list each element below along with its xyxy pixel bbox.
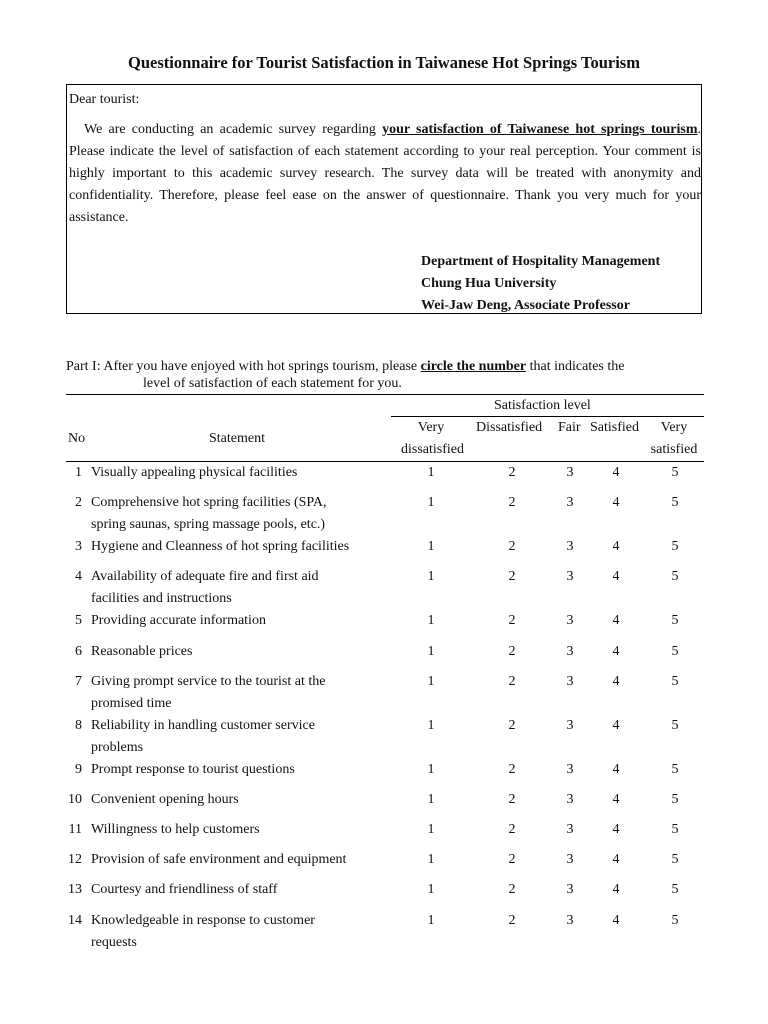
rating-option-4[interactable]: 4 bbox=[612, 882, 620, 897]
letter-body-end: . Please indicate the level of satisfaction of each statement according to your real perception. Your comment is highly important to this academic survey research. The survey data will be treated with anonymity and confidentiality. Therefore, please feel ease on the answer of questionnaire. Thank you very much for your assistance. bbox=[69, 122, 701, 225]
level-1-bottom: dissatisfied bbox=[401, 442, 464, 457]
row-statement bbox=[91, 789, 381, 811]
rating-option-1[interactable]: 1 bbox=[427, 569, 435, 584]
rating-option-2[interactable]: 2 bbox=[508, 495, 516, 510]
rating-option-1[interactable]: 1 bbox=[427, 495, 435, 510]
rating-option-2[interactable]: 2 bbox=[508, 762, 516, 777]
rating-option-3[interactable]: 3 bbox=[566, 644, 574, 659]
letter-body bbox=[69, 119, 701, 229]
rating-option-2[interactable]: 2 bbox=[508, 718, 516, 733]
rating-option-5[interactable]: 5 bbox=[671, 852, 679, 867]
statement-line: Comprehensive hot spring facilities (SPA, bbox=[91, 495, 327, 510]
signature-author: Wei-Jaw Deng, Associate Professor bbox=[421, 298, 630, 313]
letter-signature bbox=[421, 251, 660, 317]
rating-option-4[interactable]: 4 bbox=[612, 569, 620, 584]
rating-option-1[interactable]: 1 bbox=[427, 792, 435, 807]
statement-line: spring saunas, spring massage pools, etc.) bbox=[91, 517, 326, 532]
statement-line: Giving prompt service to the tourist at the bbox=[91, 674, 326, 689]
rating-option-5[interactable]: 5 bbox=[671, 882, 679, 897]
rating-option-3[interactable]: 3 bbox=[566, 539, 574, 554]
rating-option-1[interactable]: 1 bbox=[427, 613, 435, 628]
row-number: 3 bbox=[75, 539, 82, 554]
rating-option-4[interactable]: 4 bbox=[612, 762, 620, 777]
statement-line: Visually appealing physical facilities bbox=[91, 465, 298, 480]
letter-emphasis: your satisfaction of Taiwanese hot springs tourism bbox=[382, 122, 698, 137]
rating-option-1[interactable]: 1 bbox=[427, 674, 435, 689]
rating-option-3[interactable]: 3 bbox=[566, 792, 574, 807]
column-no-header: No bbox=[68, 431, 86, 446]
rating-option-4[interactable]: 4 bbox=[612, 852, 620, 867]
row-number: 5 bbox=[75, 613, 82, 628]
row-number: 10 bbox=[68, 792, 82, 807]
rating-option-4[interactable]: 4 bbox=[612, 822, 620, 837]
part-one-text-line2: level of satisfaction of each statement for you. bbox=[143, 376, 402, 391]
row-statement bbox=[91, 566, 381, 610]
rating-option-5[interactable]: 5 bbox=[671, 465, 679, 480]
statement-line: problems bbox=[91, 740, 144, 755]
signature-department: Department of Hospitality Management bbox=[421, 254, 661, 269]
rating-option-5[interactable]: 5 bbox=[671, 762, 679, 777]
statement-line: Reasonable prices bbox=[91, 644, 193, 659]
row-number: 12 bbox=[68, 852, 82, 867]
rating-option-2[interactable]: 2 bbox=[508, 644, 516, 659]
row-number: 4 bbox=[75, 569, 82, 584]
statement-line: facilities and instructions bbox=[91, 591, 232, 606]
rating-option-1[interactable]: 1 bbox=[427, 644, 435, 659]
row-statement bbox=[91, 641, 381, 663]
level-1-top: Very bbox=[417, 420, 445, 435]
rating-option-2[interactable]: 2 bbox=[508, 613, 516, 628]
cover-letter bbox=[66, 84, 702, 314]
row-statement bbox=[91, 849, 381, 871]
rating-option-3[interactable]: 3 bbox=[566, 613, 574, 628]
rating-option-3[interactable]: 3 bbox=[566, 495, 574, 510]
rating-option-1[interactable]: 1 bbox=[427, 913, 435, 928]
statement-line: promised time bbox=[91, 696, 172, 711]
row-statement bbox=[91, 536, 381, 558]
rating-option-1[interactable]: 1 bbox=[427, 762, 435, 777]
rating-option-2[interactable]: 2 bbox=[508, 674, 516, 689]
row-statement bbox=[91, 819, 381, 841]
statement-line: Provision of safe environment and equipment bbox=[91, 852, 347, 867]
rating-option-2[interactable]: 2 bbox=[508, 822, 516, 837]
signature-university: Chung Hua University bbox=[421, 276, 557, 291]
rating-option-5[interactable]: 5 bbox=[671, 539, 679, 554]
rating-option-2[interactable]: 2 bbox=[508, 882, 516, 897]
rating-option-2[interactable]: 2 bbox=[508, 465, 516, 480]
row-number: 14 bbox=[68, 913, 82, 928]
level-very-satisfied-header bbox=[644, 417, 704, 461]
rating-option-5[interactable]: 5 bbox=[671, 822, 679, 837]
row-statement bbox=[91, 610, 381, 632]
rating-option-4[interactable]: 4 bbox=[612, 792, 620, 807]
rating-option-5[interactable]: 5 bbox=[671, 569, 679, 584]
rating-option-3[interactable]: 3 bbox=[566, 718, 574, 733]
statement-line: Courtesy and friendliness of staff bbox=[91, 882, 278, 897]
row-number: 8 bbox=[75, 718, 82, 733]
rating-option-1[interactable]: 1 bbox=[427, 822, 435, 837]
column-statement-header: Statement bbox=[209, 431, 265, 446]
rating-option-2[interactable]: 2 bbox=[508, 569, 516, 584]
rating-option-5[interactable]: 5 bbox=[671, 674, 679, 689]
rating-option-5[interactable]: 5 bbox=[671, 718, 679, 733]
row-number: 1 bbox=[75, 465, 82, 480]
rating-option-3[interactable]: 3 bbox=[566, 822, 574, 837]
level-satisfied-header: Satisfied bbox=[590, 420, 639, 435]
rating-option-4[interactable]: 4 bbox=[612, 674, 620, 689]
row-statement bbox=[91, 492, 381, 536]
letter-greeting: Dear tourist: bbox=[69, 92, 140, 107]
satisfaction-level-header: Satisfaction level bbox=[494, 398, 591, 413]
rating-option-3[interactable]: 3 bbox=[566, 852, 574, 867]
rating-option-3[interactable]: 3 bbox=[566, 913, 574, 928]
statement-line: Reliability in handling customer service bbox=[91, 718, 315, 733]
rating-option-4[interactable]: 4 bbox=[612, 539, 620, 554]
rating-option-2[interactable]: 2 bbox=[508, 792, 516, 807]
rating-option-5[interactable]: 5 bbox=[671, 495, 679, 510]
row-number: 2 bbox=[75, 495, 82, 510]
statement-line: Convenient opening hours bbox=[91, 792, 239, 807]
rating-option-1[interactable]: 1 bbox=[427, 852, 435, 867]
rating-option-4[interactable]: 4 bbox=[612, 644, 620, 659]
row-statement bbox=[91, 759, 381, 781]
part-one-emphasis: circle the number bbox=[420, 359, 527, 374]
rating-option-4[interactable]: 4 bbox=[612, 718, 620, 733]
row-statement bbox=[91, 671, 381, 715]
rating-option-3[interactable]: 3 bbox=[566, 674, 574, 689]
rating-option-3[interactable]: 3 bbox=[566, 465, 574, 480]
level-dissatisfied-header: Dissatisfied bbox=[476, 420, 543, 435]
rating-option-1[interactable]: 1 bbox=[427, 539, 435, 554]
rating-option-1[interactable]: 1 bbox=[427, 718, 435, 733]
document-title: Questionnaire for Tourist Satisfaction in Taiwanese Hot Springs Tourism bbox=[128, 53, 640, 72]
row-statement bbox=[91, 715, 381, 759]
part-one-instructions bbox=[66, 358, 706, 392]
rating-option-5[interactable]: 5 bbox=[671, 792, 679, 807]
level-very-dissatisfied-header bbox=[401, 417, 464, 461]
statement-line: Hygiene and Cleanness of hot spring facilities bbox=[91, 539, 350, 554]
rating-option-4[interactable]: 4 bbox=[612, 613, 620, 628]
row-statement bbox=[91, 879, 381, 901]
rating-option-5[interactable]: 5 bbox=[671, 913, 679, 928]
rating-option-3[interactable]: 3 bbox=[566, 569, 574, 584]
rating-option-2[interactable]: 2 bbox=[508, 913, 516, 928]
part-one-text-end: that indicates the bbox=[526, 359, 625, 374]
level-fair-header: Fair bbox=[558, 420, 581, 435]
statement-line: Availability of adequate fire and first aid bbox=[91, 569, 319, 584]
part-one-text-start: Part I: After you have enjoyed with hot springs tourism, please bbox=[66, 359, 421, 374]
row-number: 7 bbox=[75, 674, 82, 689]
row-number: 13 bbox=[68, 882, 82, 897]
rating-option-3[interactable]: 3 bbox=[566, 762, 574, 777]
table-top-rule bbox=[66, 394, 704, 395]
rating-option-4[interactable]: 4 bbox=[612, 913, 620, 928]
rating-option-4[interactable]: 4 bbox=[612, 495, 620, 510]
rating-option-1[interactable]: 1 bbox=[427, 465, 435, 480]
rating-option-5[interactable]: 5 bbox=[671, 613, 679, 628]
rating-option-4[interactable]: 4 bbox=[612, 465, 620, 480]
statement-line: requests bbox=[91, 935, 137, 950]
row-number: 6 bbox=[75, 644, 82, 659]
level-5-bottom: satisfied bbox=[650, 442, 698, 457]
statement-line: Knowledgeable in response to customer bbox=[91, 913, 315, 928]
letter-body-start: We are conducting an academic survey regarding bbox=[84, 122, 383, 137]
rating-option-1[interactable]: 1 bbox=[427, 882, 435, 897]
row-number: 11 bbox=[68, 822, 82, 837]
statement-line: Willingness to help customers bbox=[91, 822, 260, 837]
rating-option-2[interactable]: 2 bbox=[508, 852, 516, 867]
rating-option-2[interactable]: 2 bbox=[508, 539, 516, 554]
row-statement bbox=[91, 910, 381, 954]
row-statement bbox=[91, 462, 381, 484]
rating-option-3[interactable]: 3 bbox=[566, 882, 574, 897]
row-number: 9 bbox=[75, 762, 82, 777]
statement-line: Prompt response to tourist questions bbox=[91, 762, 295, 777]
level-5-top: Very bbox=[660, 420, 688, 435]
rating-option-5[interactable]: 5 bbox=[671, 644, 679, 659]
statement-line: Providing accurate information bbox=[91, 613, 266, 628]
